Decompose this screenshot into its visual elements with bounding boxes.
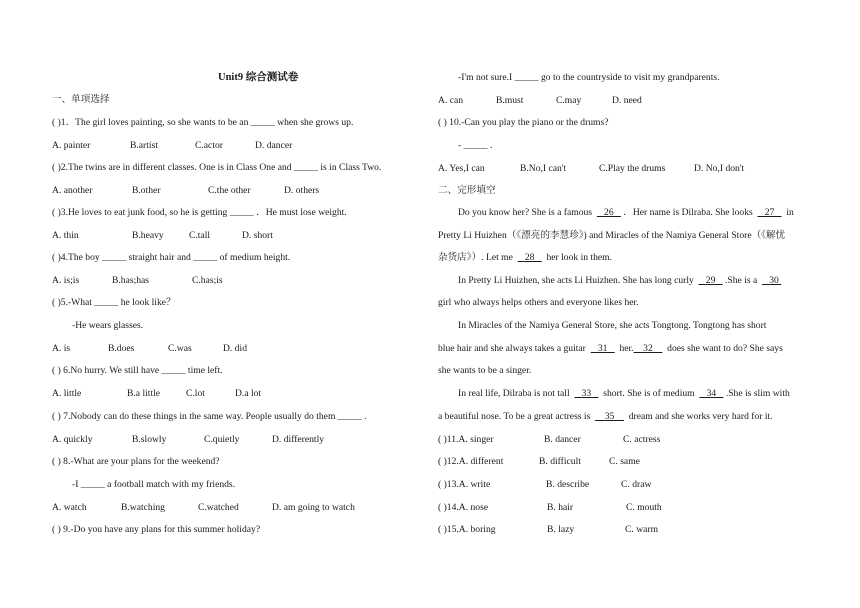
- options-6: [52, 388, 261, 400]
- option-c: C.lot: [186, 388, 205, 399]
- question-4: ( )4.The boy _____ straight hair and _____ of medium height.: [52, 252, 291, 263]
- cloze-question-12: ( )12.A. different B. difficult C. same: [438, 456, 640, 467]
- option-c: C.actor: [195, 140, 223, 151]
- options-3: [52, 230, 273, 242]
- passage-line: girl who always helps others and everyone likes her.: [438, 297, 639, 308]
- option-a: A. thin: [52, 230, 79, 241]
- option-c: C.may: [556, 95, 582, 106]
- option-a: A. is;is: [52, 275, 80, 286]
- question-10: ( ) 10.-Can you play the piano or the drums?: [438, 117, 609, 128]
- blank-26: 26: [604, 207, 614, 218]
- options-8: [52, 502, 355, 514]
- option-c: C.has;is: [192, 275, 223, 286]
- option-d: D. No,I don't: [694, 163, 745, 174]
- question-8-response: -I _____ a football match with my friends.: [72, 479, 236, 490]
- option-b: B.watching: [121, 502, 165, 513]
- question-10-response: - _____ .: [458, 140, 493, 151]
- passage-line: blue hair and she always takes a guitar 31 her. 32 does she want to do? She says: [438, 343, 783, 354]
- question-1: ( )1．The girl loves painting, so she wants to be an _____ when she grows up.: [52, 117, 354, 128]
- options-5: [52, 343, 247, 355]
- blank-33: 33: [581, 388, 592, 399]
- cloze-question-15: ( )15.A. boring B. lazy C. warm: [438, 524, 659, 535]
- option-d: D. dancer: [255, 140, 293, 151]
- options-1: [52, 140, 292, 152]
- passage-line: Do you know her? She is a famous 26 ．Her name is Dilraba. She looks 27 in: [458, 207, 794, 218]
- question-9-response: -I'm not sure.I _____ go to the countryside to visit my grandparents.: [458, 72, 720, 83]
- option-c: C.watched: [198, 502, 239, 513]
- blank-30: 30: [769, 275, 779, 286]
- option-b: B.artist: [130, 140, 158, 151]
- blank-35: 35: [604, 411, 615, 422]
- page-title: Unit9 综合测试卷: [218, 72, 299, 83]
- option-b: B.slowly: [132, 434, 167, 445]
- passage-line: In Miracles of the Namiya General Store, she acts Tongtong. Tongtong has short: [458, 320, 767, 331]
- passage-line: In real life, Dilraba is not tall 33 short. She is of medium 34 .She is slim with: [458, 388, 790, 399]
- passage-line: In Pretty Li Huizhen, she acts Li Huizhen. She has long curly 29 .She is a 30: [458, 275, 781, 287]
- section-heading-single-choice: 一、单项选择: [52, 94, 110, 105]
- options-4: [52, 275, 223, 287]
- option-d: D. short: [242, 230, 273, 241]
- question-7: ( ) 7.Nobody can do these things in the same way. People usually do them _____ .: [52, 411, 367, 422]
- option-d: D.a lot: [235, 388, 262, 399]
- options-2: [52, 185, 319, 197]
- option-c: C.Play the drums: [599, 163, 666, 174]
- option-d: D. differently: [272, 434, 325, 445]
- blank-27: 27: [764, 207, 775, 218]
- question-8: ( ) 8.-What are your plans for the weekend?: [52, 456, 220, 467]
- question-3: ( )3.He loves to eat junk food, so he is getting _____ ．He must lose weight.: [52, 207, 347, 218]
- option-c: C.was: [168, 343, 192, 354]
- question-2: ( )2.The twins are in different classes. One is in Class One and _____ is in Class Two.: [52, 162, 382, 173]
- question-5: ( )5.-What _____ he look like？: [52, 297, 176, 308]
- question-9: ( ) 9.-Do you have any plans for this summer holiday?: [52, 524, 261, 535]
- option-b: B.a little: [127, 388, 161, 399]
- option-d: D. did: [223, 343, 247, 354]
- option-d: D. need: [612, 95, 642, 106]
- option-a: A. quickly: [52, 434, 93, 445]
- option-c: C.quietly: [204, 434, 240, 445]
- option-d: D. am going to watch: [272, 502, 355, 513]
- option-a: A. painter: [52, 140, 91, 151]
- options-10: [438, 163, 744, 175]
- cloze-question-11: ( )11.A. singer B. dancer C. actress: [438, 434, 661, 445]
- option-a: A. Yes,I can: [438, 163, 485, 174]
- cloze-question-14: ( )14.A. nose B. hair C. mouth: [438, 502, 662, 513]
- blank-28: 28: [524, 252, 535, 263]
- passage-line: 杂货店》）. Let me 28 her look in them.: [438, 252, 613, 263]
- cloze-question-13: ( )13.A. write B. describe C. draw: [438, 479, 652, 490]
- question-6: ( ) 6.No hurry. We still have _____ time left.: [52, 365, 223, 376]
- blank-31: 31: [597, 343, 608, 354]
- option-c: C.tall: [189, 230, 211, 241]
- option-a: A. can: [438, 95, 464, 106]
- option-b: B.does: [108, 343, 135, 354]
- passage-line: she wants to be a singer.: [438, 365, 532, 376]
- option-a: A. another: [52, 185, 93, 196]
- option-a: A. little: [52, 388, 82, 399]
- option-a: A. is: [52, 343, 71, 354]
- option-b: B.has;has: [112, 275, 150, 286]
- question-5-response: -He wears glasses.: [72, 320, 144, 331]
- option-d: D. others: [284, 185, 320, 196]
- options-7: [52, 434, 324, 446]
- section-heading-cloze: 二、完形填空: [438, 185, 496, 196]
- blank-32: 32: [643, 343, 653, 354]
- blank-29: 29: [705, 275, 716, 286]
- passage-line: Pretty Li Huizhen（《漂亮的李慧珍》) and Miracles of the Namiya General Store（《解忧: [438, 230, 786, 241]
- option-a: A. watch: [52, 502, 87, 513]
- option-b: B.must: [496, 95, 524, 106]
- option-b: B.other: [132, 185, 161, 196]
- passage-line: a beautiful nose. To be a great actress is 35 dream and she works very hard for it.: [438, 411, 773, 422]
- option-c: C.the other: [208, 185, 251, 196]
- blank-34: 34: [706, 388, 717, 399]
- option-b: B.heavy: [132, 230, 164, 241]
- option-b: B.No,I can't: [520, 163, 567, 174]
- options-9: [438, 95, 642, 107]
